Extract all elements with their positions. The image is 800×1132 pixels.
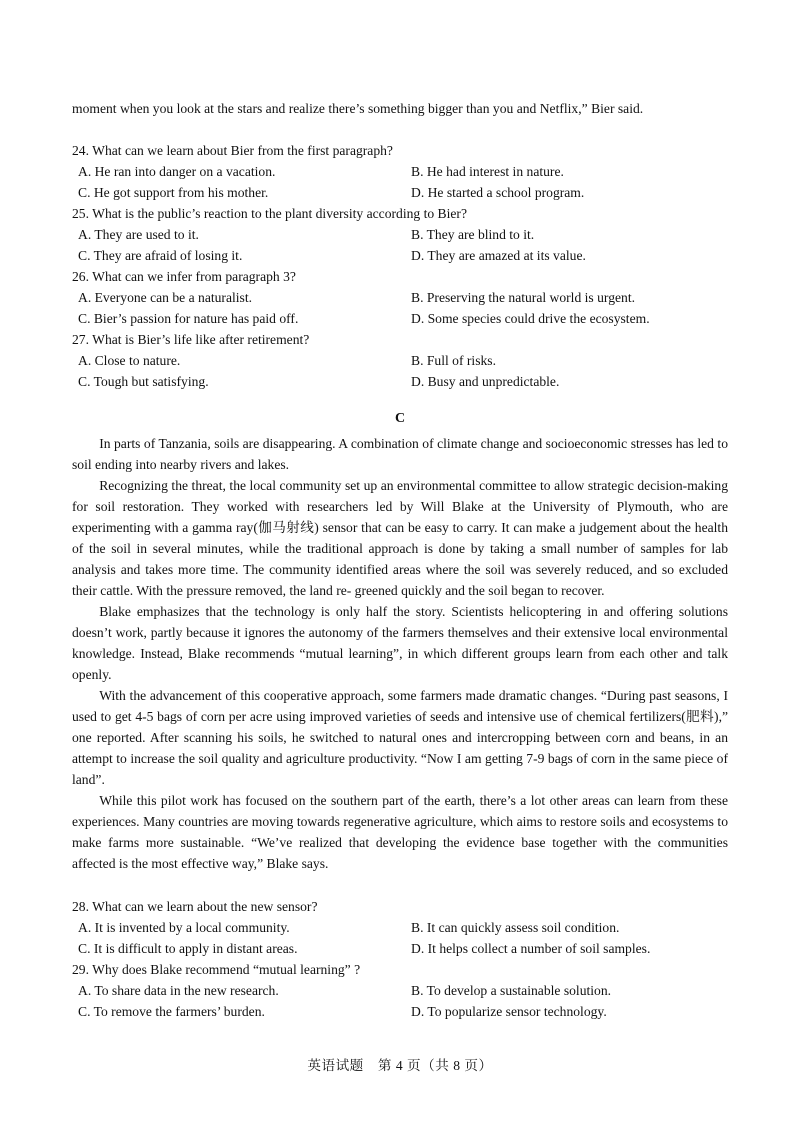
question-26-option-b[interactable]: B. Preserving the natural world is urgent. <box>411 290 636 305</box>
question-25-option-d[interactable]: D. They are amazed at its value. <box>411 248 586 263</box>
question-28-stem: 28. What can we learn about the new sensor? <box>72 899 318 914</box>
question-29-option-d[interactable]: D. To popularize sensor technology. <box>411 1004 607 1019</box>
question-28-option-c[interactable]: C. It is difficult to apply in distant areas. <box>78 941 298 956</box>
passage-c-paragraph-4: With the advancement of this cooperative approach, some farmers made dramatic changes. “During past seasons, I used to get 4-5 bags of corn per acre using improved varieties of seeds and intensive use of chemical fertilizers(肥料),” one reported. After scanning his soils, he switched to natural ones and intercropping between corn and beans, in an attempt to increase the soil quality and agriculture productivity. “Now I am getting 7-9 bags of corn in the same piece of land”. <box>72 688 728 787</box>
question-26-option-c[interactable]: C. Bier’s passion for nature has paid off. <box>78 311 299 326</box>
passage-c <box>72 433 728 874</box>
question-29-option-b[interactable]: B. To develop a sustainable solution. <box>411 983 612 998</box>
question-24-option-a[interactable]: A. He ran into danger on a vacation. <box>78 164 276 179</box>
question-27-option-d[interactable]: D. Busy and unpredictable. <box>411 374 560 389</box>
question-29-option-a[interactable]: A. To share data in the new research. <box>78 983 279 998</box>
question-29-option-c[interactable]: C. To remove the farmers’ burden. <box>78 1004 265 1019</box>
question-24-option-d[interactable]: D. He started a school program. <box>411 185 585 200</box>
question-24-option-c[interactable]: C. He got support from his mother. <box>78 185 269 200</box>
passage-c-paragraph-5: While this pilot work has focused on the southern part of the earth, there’s a lot other areas can learn from these experiences. Many countries are moving towards regenerative agriculture, which aims to restore soils and ecosystems to make farms more sustainable. “We’ve realized that developing the evidence base together with the communities affected is the most effective way,” Blake says. <box>72 793 728 871</box>
passage-c-paragraph-3: Blake emphasizes that the technology is only half the story. Scientists helicoptering in and offering solutions doesn’t work, partly because it ignores the autonomy of the farmers themselves and their extensive local environmental knowledge. Instead, Blake recommends “mutual learning”, in which different groups learn from each other and talk openly. <box>72 604 728 682</box>
question-27-option-c[interactable]: C. Tough but satisfying. <box>78 374 209 389</box>
section-c-title: C <box>394 411 406 426</box>
question-24-option-b[interactable]: B. He had interest in nature. <box>411 164 564 179</box>
question-29-stem: 29. Why does Blake recommend “mutual learning” ? <box>72 962 361 977</box>
question-25-option-c[interactable]: C. They are afraid of losing it. <box>78 248 243 263</box>
question-26-option-a[interactable]: A. Everyone can be a naturalist. <box>78 290 253 305</box>
passage-c-paragraph-2: Recognizing the threat, the local community set up an environmental committee to allow strategic decision-making for soil restoration. They worked with researchers led by Will Blake at the University of Plymouth, who are experimenting with a gamma ray(伽马射线) sensor that can be easy to carry. It can make a judgement about the health of the soil in several minutes, while the traditional approach is done by taking a small number of samples for lab analysis and takes more time. The community identified areas where the soil was severely reduced, and so excluded their cattle. With the pressure removed, the land re- greened quickly and the soil began to recover. <box>72 478 728 598</box>
question-26-stem: 26. What can we infer from paragraph 3? <box>72 269 296 284</box>
page-footer: 英语试题 第 4 页（共 8 页） <box>307 1058 493 1073</box>
question-28-option-a[interactable]: A. It is invented by a local community. <box>78 920 290 935</box>
question-24-stem: 24. What can we learn about Bier from the first paragraph? <box>72 143 393 158</box>
question-25-stem: 25. What is the public’s reaction to the plant diversity according to Bier? <box>72 206 467 221</box>
question-28-option-d[interactable]: D. It helps collect a number of soil samples. <box>411 941 651 956</box>
question-25-option-a[interactable]: A. They are used to it. <box>78 227 199 242</box>
question-26-option-d[interactable]: D. Some species could drive the ecosystem. <box>411 311 650 326</box>
question-27-stem: 27. What is Bier’s life like after retirement? <box>72 332 310 347</box>
passage-b-continuation: moment when you look at the stars and realize there’s something bigger than you and Netflix,” Bier said. <box>72 101 644 116</box>
question-27-option-b[interactable]: B. Full of risks. <box>411 353 496 368</box>
passage-c-paragraph-1: In parts of Tanzania, soils are disappearing. A combination of climate change and socioeconomic stresses has led to soil ending into nearby rivers and lakes. <box>72 436 728 472</box>
question-27-option-a[interactable]: A. Close to nature. <box>78 353 181 368</box>
question-25-option-b[interactable]: B. They are blind to it. <box>411 227 535 242</box>
question-28-option-b[interactable]: B. It can quickly assess soil condition. <box>411 920 620 935</box>
